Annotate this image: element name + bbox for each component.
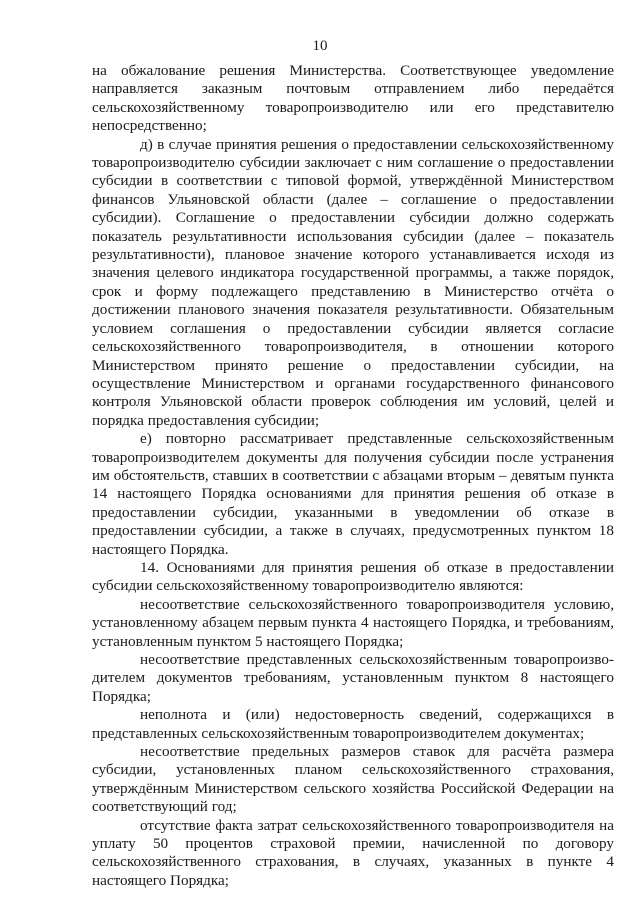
paragraph-item-e: е) повторно рассматривает представленные сельскохозяйственным товаропроизводителем документы для получения субсидии после устранения им обстоятельств, ставших в соответствии с абзацами вторым – девятым пункта 14 настоящего Порядка основаниями для принятия решения об отказе в предоставлении субсидии, указанными в уведомлении об отказе в предоставлении субсидии, а также в случаях, предусмотренных пунктом 18 настоящего Порядка. bbox=[92, 430, 614, 558]
body-text bbox=[92, 62, 614, 890]
paragraph-ground-3: неполнота и (или) недостоверность сведений, содержащихся в представленных сельскохозяйственным товаропроизводителем документах; bbox=[92, 706, 614, 742]
page-number: 10 bbox=[312, 38, 328, 54]
paragraph-clause-14: 14. Основаниями для принятия решения об отказе в предоставлении субсидии сельскохозяйственному товаропроизводителю являются: bbox=[92, 558, 614, 595]
paragraph-ground-2: несоответствие представленных сельскохозяйственным товаропроизво-дителем документов требованиям, установленным пунктом 8 настоящего Порядка; bbox=[92, 651, 614, 705]
paragraph-ground-1: несоответствие сельскохозяйственного товаропроизводителя условию, установленному абзацем первым пункта 4 настоящего Порядка, и требованиям, установленным пунктом 5 настоящего Порядка; bbox=[92, 595, 614, 650]
paragraph-ground-4: несоответствие предельных размеров ставок для расчёта размера субсидии, установленных планом сельскохозяйственного страхования, утверждённым Министерством сельского хозяйства Российской Федерации на соответствующий год; bbox=[92, 743, 614, 816]
paragraph-item-d: д) в случае принятия решения о предоставлении сельскохозяйственному товаропроизводителю субсидии заключает с ним соглашение о предоставлении субсидии в соответствии с типовой формой, утверждённой Министерством финансов Ульяновской области (далее – соглашение о предоставлении субсидии). Соглашение о предоставлении субсидии должно содержать показатель результативности использования субсидии (далее – показатель результативности), плановое значение которого устанавливается исходя из значения целевого индикатора государственной программы, а также порядок, срок и форму подлежащего представлению в Министерство отчёта о достижении планового значения показателя результативности. Обязательным условием соглашения о предоставлении субсидии является согласие сельскохозяйственного товаропроизводителя, в отношении которого Министерством принято решение о предоставлении субсидии, на осуществление Министерством и органами государственного финансового контроля Ульяновской области проверок соблюдения им условий, целей и порядка предоставления субсидии; bbox=[92, 135, 614, 429]
paragraph-continuation: на обжалование решения Министерства. Соответствующее уведомление направляется заказным почтовым отправлением либо передаётся сельскохозяйственному товаропроизводителю или его представителю непосредственно; bbox=[92, 62, 614, 135]
paragraph-ground-5: отсутствие факта затрат сельскохозяйственного товаропроизводителя на уплату 50 процентов страховой премии, начисленной по договору сельскохозяйственного страхования, в случаях, указанных в пункте 4 настоящего Порядка; bbox=[92, 816, 614, 889]
